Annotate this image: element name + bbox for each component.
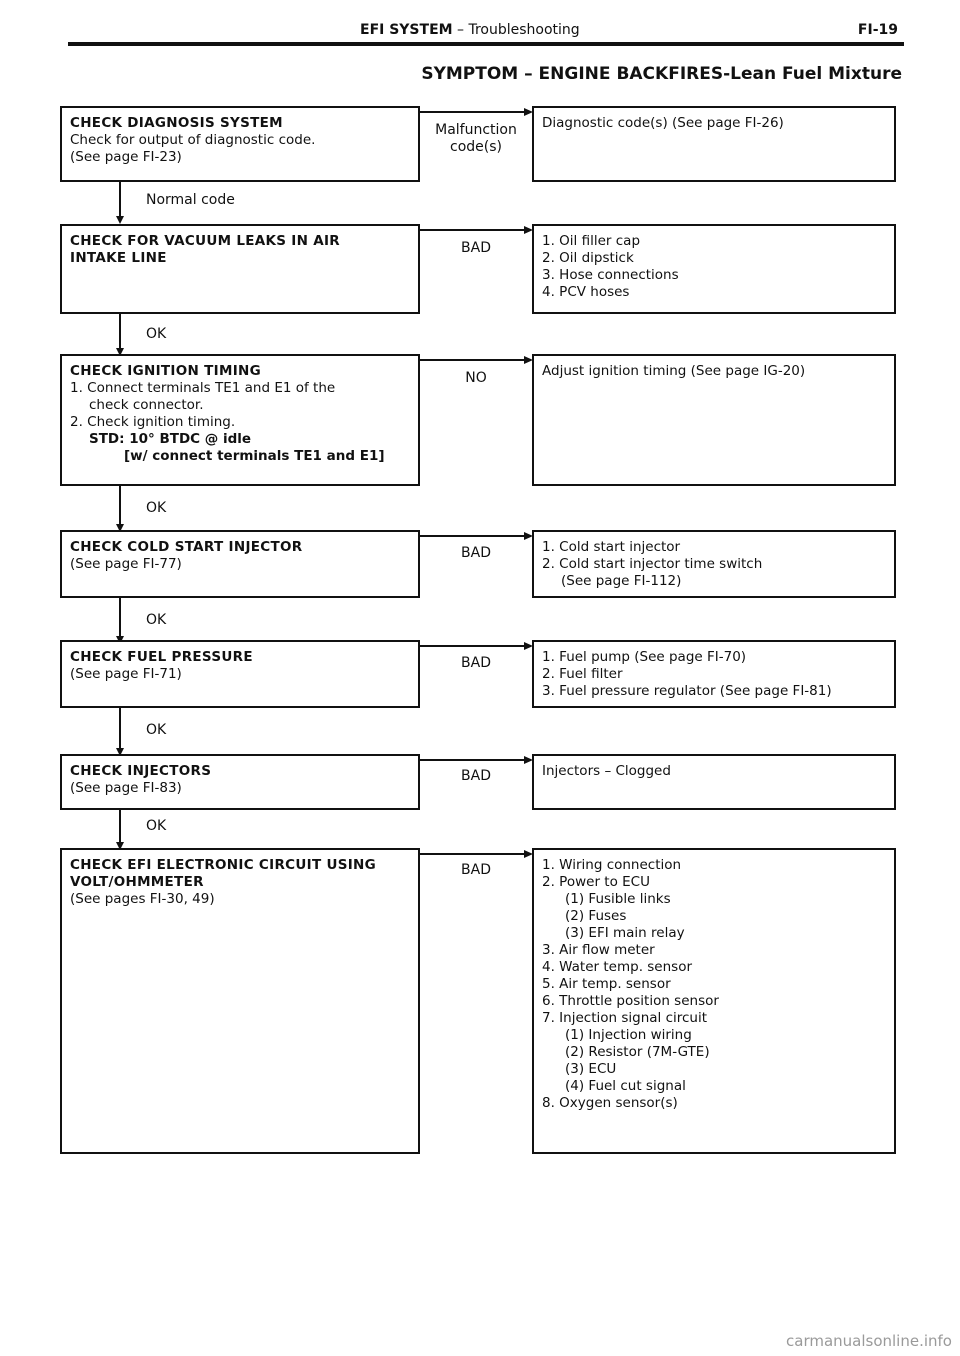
- result-text: 1. Cold start injector: [542, 539, 681, 555]
- branch-line: [420, 359, 528, 361]
- branch-line: [420, 535, 528, 537]
- watermark-text: carmanualsonline.info: [786, 1332, 952, 1350]
- step-title: CHECK INJECTORS: [70, 763, 212, 779]
- branch-label: Malfunction code(s): [435, 122, 517, 155]
- result-subitem: (2) Resistor (7M-GTE): [565, 1044, 710, 1060]
- branch-line: [420, 645, 528, 647]
- branch-label: BAD: [461, 862, 491, 878]
- flow-line: [119, 598, 121, 638]
- branch-label: BAD: [461, 240, 491, 256]
- result-text: 1. Wiring connection: [542, 857, 682, 873]
- flow-label: OK: [146, 500, 167, 516]
- result-subitem: (1) Fusible links: [565, 891, 671, 907]
- result-text: Diagnostic code(s) (See page FI-26): [542, 115, 784, 131]
- step-box-fuel-pressure: [60, 640, 420, 708]
- step-text: 1. Connect terminals TE1 and E1 of the: [70, 380, 336, 396]
- step-text: (See page FI-23): [70, 149, 182, 165]
- result-text: 2. Fuel filter: [542, 666, 623, 682]
- result-subitem: (2) Fuses: [565, 908, 627, 924]
- page-header: [70, 20, 902, 42]
- branch-line: [420, 759, 528, 761]
- result-box-cold-start: [532, 530, 896, 598]
- flow-line: [119, 810, 121, 844]
- branch-line: [420, 229, 528, 231]
- result-text: 5. Air temp. sensor: [542, 976, 671, 992]
- result-box-fuel-pressure: [532, 640, 896, 708]
- result-text: Injectors – Clogged: [542, 763, 671, 779]
- result-text: 2. Cold start injector time switch: [542, 556, 763, 572]
- flow-label: Normal code: [146, 192, 235, 208]
- result-text: 1. Fuel pump (See page FI-70): [542, 649, 747, 665]
- flow-line: [119, 708, 121, 750]
- step-text: check connector.: [89, 397, 204, 413]
- result-subitem: (1) Injection wiring: [565, 1027, 692, 1043]
- step-title: CHECK IGNITION TIMING: [70, 363, 261, 379]
- result-text: 3. Air flow meter: [542, 942, 655, 958]
- result-box-ignition: [532, 354, 896, 486]
- arrow-down-icon: [116, 216, 124, 224]
- flow-label: OK: [146, 818, 167, 834]
- step-title: CHECK COLD START INJECTOR: [70, 539, 303, 555]
- flow-label: OK: [146, 326, 167, 342]
- step-box-diagnosis: [60, 106, 420, 182]
- header-subtitle: Troubleshooting: [468, 22, 580, 38]
- result-text: 3. Hose connections: [542, 267, 679, 283]
- step-text: Check for output of diagnostic code.: [70, 132, 316, 148]
- result-subitem: (3) EFI main relay: [565, 925, 685, 941]
- result-text: 3. Fuel pressure regulator (See page FI-81): [542, 683, 832, 699]
- step-spec: STD: 10° BTDC @ idle: [89, 431, 252, 447]
- step-text: (See page FI-77): [70, 556, 182, 572]
- result-text: 2. Oil dipstick: [542, 250, 634, 266]
- flow-line: [119, 486, 121, 526]
- branch-line: [420, 853, 528, 855]
- branch-line: [420, 111, 528, 113]
- step-text: (See pages FI-30, 49): [70, 891, 215, 907]
- branch-label: BAD: [461, 545, 491, 561]
- branch-label: BAD: [461, 655, 491, 671]
- result-text: (See page FI-112): [561, 573, 682, 589]
- result-subitem: (4) Fuel cut signal: [565, 1078, 686, 1094]
- branch-label: NO: [465, 370, 487, 386]
- step-box-vacuum: [60, 224, 420, 314]
- result-text: 8. Oxygen sensor(s): [542, 1095, 678, 1111]
- step-text: (See page FI-71): [70, 666, 182, 682]
- step-box-cold-start: [60, 530, 420, 598]
- step-title: CHECK DIAGNOSIS SYSTEM: [70, 115, 283, 131]
- result-subitem: (3) ECU: [565, 1061, 617, 1077]
- result-text: Adjust ignition timing (See page IG-20): [542, 363, 806, 379]
- branch-label: BAD: [461, 768, 491, 784]
- symptom-title: SYMPTOM – ENGINE BACKFIRES-Lean Fuel Mixture: [421, 64, 902, 84]
- page-number: FI-19: [857, 22, 898, 38]
- result-text: 6. Throttle position sensor: [542, 993, 719, 1009]
- step-text: (See page FI-83): [70, 780, 182, 796]
- result-box-injectors: [532, 754, 896, 810]
- step-spec-note: [w/ connect terminals TE1 and E1]: [124, 448, 385, 464]
- result-text: 2. Power to ECU: [542, 874, 650, 890]
- step-box-ignition: [60, 354, 420, 486]
- result-text: 7. Injection signal circuit: [542, 1010, 708, 1026]
- header-system: EFI SYSTEM: [360, 22, 453, 38]
- result-text: 4. PCV hoses: [542, 284, 630, 300]
- flow-line: [119, 314, 121, 350]
- result-text: 4. Water temp. sensor: [542, 959, 693, 975]
- header-title: [360, 22, 580, 38]
- step-box-injectors: [60, 754, 420, 810]
- flow-label: OK: [146, 722, 167, 738]
- result-box-efi-circuit: [532, 848, 896, 1154]
- step-title: CHECK FUEL PRESSURE: [70, 649, 253, 665]
- result-text: 1. Oil filler cap: [542, 233, 641, 249]
- header-rule: [68, 42, 904, 46]
- flow-line: [119, 182, 121, 218]
- result-box-diagnosis: [532, 106, 896, 182]
- step-title: CHECK FOR VACUUM LEAKS IN AIR INTAKE LINE: [70, 233, 340, 266]
- step-box-efi-circuit: [60, 848, 420, 1154]
- step-text: 2. Check ignition timing.: [70, 414, 236, 430]
- header-dash: –: [452, 22, 469, 38]
- step-title: CHECK EFI ELECTRONIC CIRCUIT USING VOLT/OHMMETER: [70, 857, 377, 890]
- flow-label: OK: [146, 612, 167, 628]
- result-box-vacuum: [532, 224, 896, 314]
